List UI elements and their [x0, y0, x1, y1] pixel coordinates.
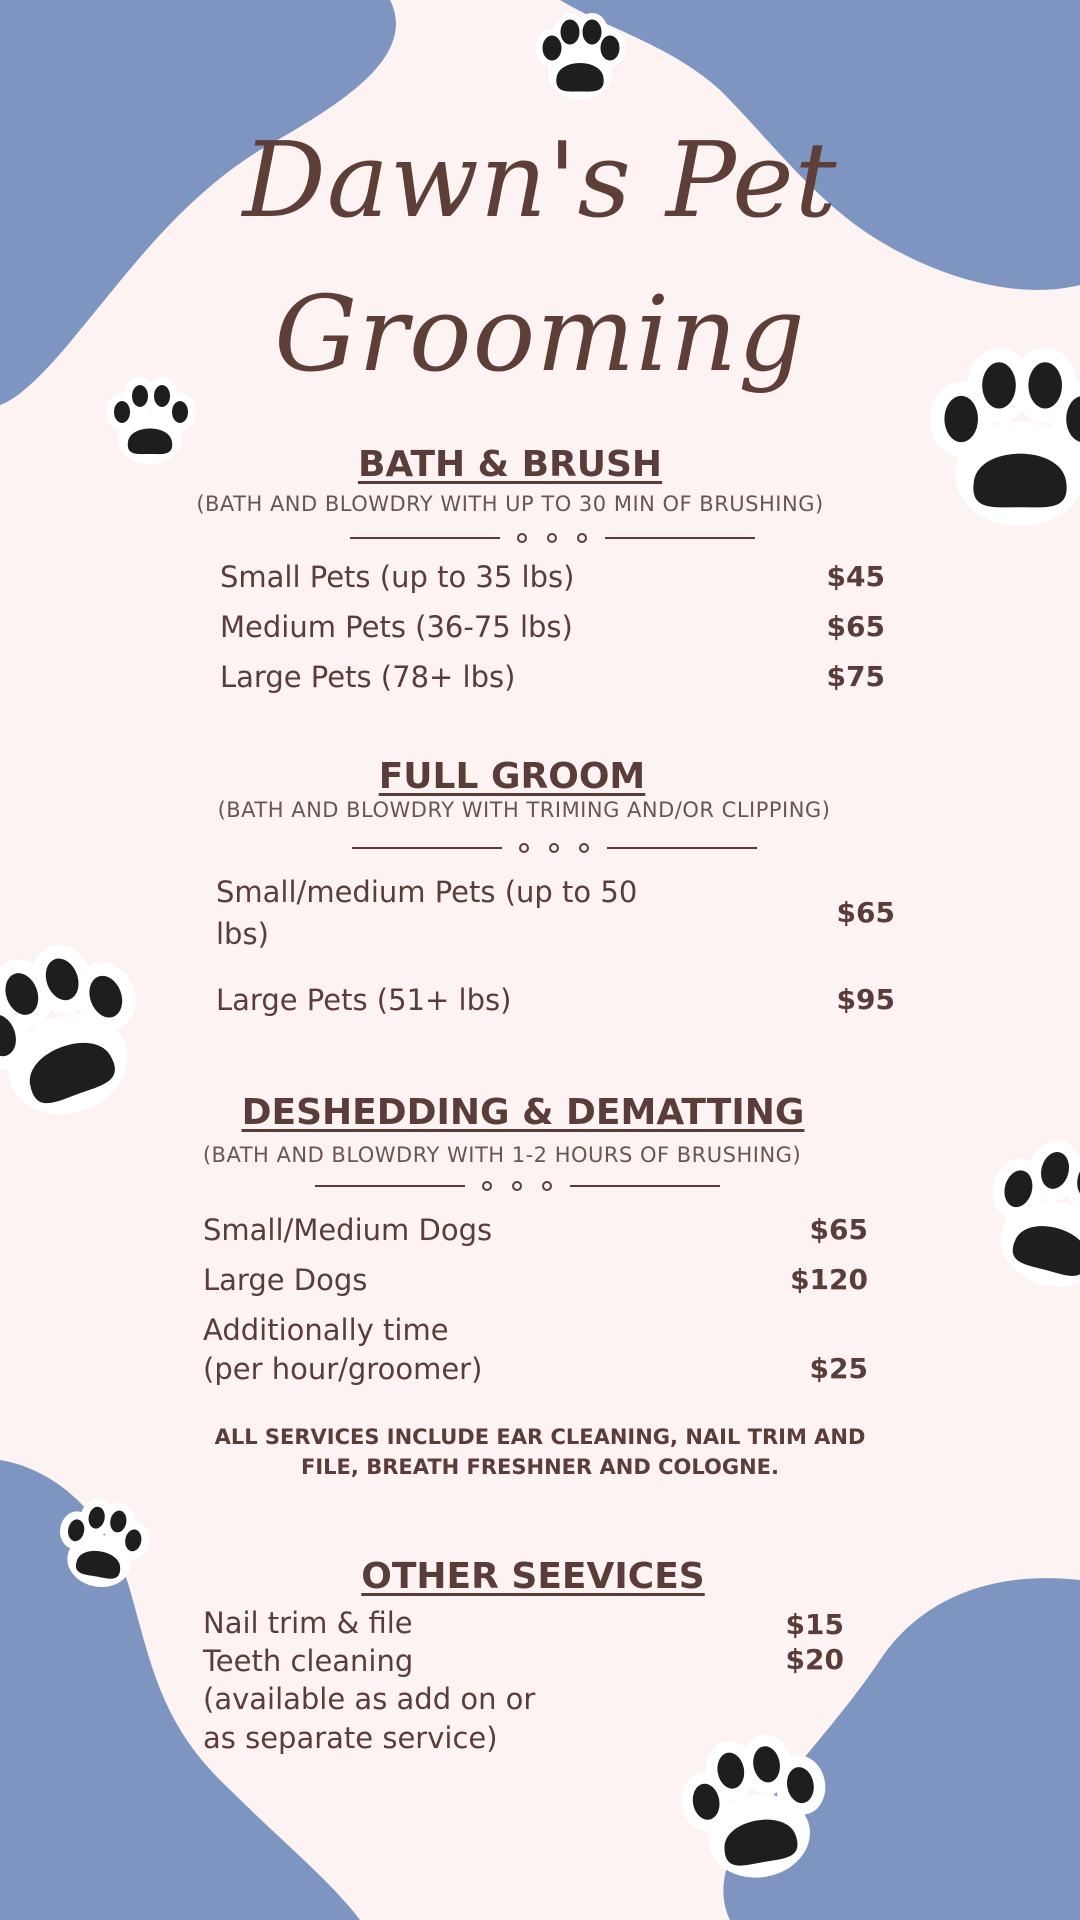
page-title-line2: Grooming [274, 273, 806, 395]
bath-brush-subtitle: (BATH AND BLOWDRY WITH UP TO 30 MIN OF BRUSHING) [196, 492, 824, 516]
full-groom-heading: FULL GROOM [378, 756, 646, 797]
deshedding-item-label: Large Dogs [203, 1263, 368, 1297]
other-extra-note: as separate service) [203, 1721, 498, 1755]
other-services-heading: OTHER SEEVICES [361, 1556, 705, 1597]
full-groom-subtitle: (BATH AND BLOWDRY WITH TRIMING AND/OR CLIPPING) [217, 798, 831, 822]
deshedding-item-label: (per hour/groomer) [203, 1352, 483, 1386]
bath-brush-item-label: Medium Pets (36-75 lbs) [220, 610, 573, 644]
section-divider [352, 838, 757, 858]
bath-brush-item-label: Large Pets (78+ lbs) [220, 660, 516, 694]
bath-brush-item-label: Small Pets (up to 35 lbs) [220, 560, 575, 594]
services-note-line1: ALL SERVICES INCLUDE EAR CLEANING, NAIL TRIM AND [214, 1425, 866, 1449]
deshedding-item-price: $120 [790, 1263, 868, 1296]
services-note [200, 1422, 880, 1482]
full-groom-item-price: $95 [836, 983, 895, 1016]
deshedding-item-label: Small/Medium Dogs [203, 1213, 493, 1247]
deshedding-heading: DESHEDDING & DEMATTING [241, 1092, 805, 1133]
other-extra-note: (available as add on or [203, 1682, 536, 1716]
other-item-price: $20 [785, 1643, 844, 1676]
other-item-label: Teeth cleaning [203, 1644, 414, 1678]
deshedding-item-label: Additionally time [203, 1313, 449, 1347]
services-note-line2: FILE, BREATH FRESHNER AND COLOGNE. [301, 1455, 779, 1479]
other-item-label: Nail trim & file [203, 1606, 413, 1640]
deshedding-subtitle: (BATH AND BLOWDRY WITH 1-2 HOURS OF BRUSHING) [202, 1143, 802, 1167]
bath-brush-item-price: $45 [826, 560, 885, 593]
other-item-price: $15 [785, 1608, 844, 1641]
full-groom-item-label: Large Pets (51+ lbs) [216, 983, 512, 1017]
deshedding-item-price: $25 [809, 1352, 868, 1385]
bath-brush-heading: BATH & BRUSH [357, 444, 663, 485]
page-title-line1: Dawn's Pet [242, 119, 838, 241]
full-groom-item-price: $65 [836, 896, 895, 929]
paw-print-icon [672, 1720, 837, 1900]
full-groom-item-label: lbs) [216, 917, 269, 951]
section-divider [350, 528, 755, 548]
paw-print-icon [530, 8, 630, 108]
deshedding-item-price: $65 [809, 1213, 868, 1246]
bath-brush-item-price: $65 [826, 610, 885, 643]
full-groom-item-label: Small/medium Pets (up to 50 [216, 875, 638, 909]
section-divider [315, 1176, 720, 1196]
bath-brush-item-price: $75 [826, 660, 885, 693]
